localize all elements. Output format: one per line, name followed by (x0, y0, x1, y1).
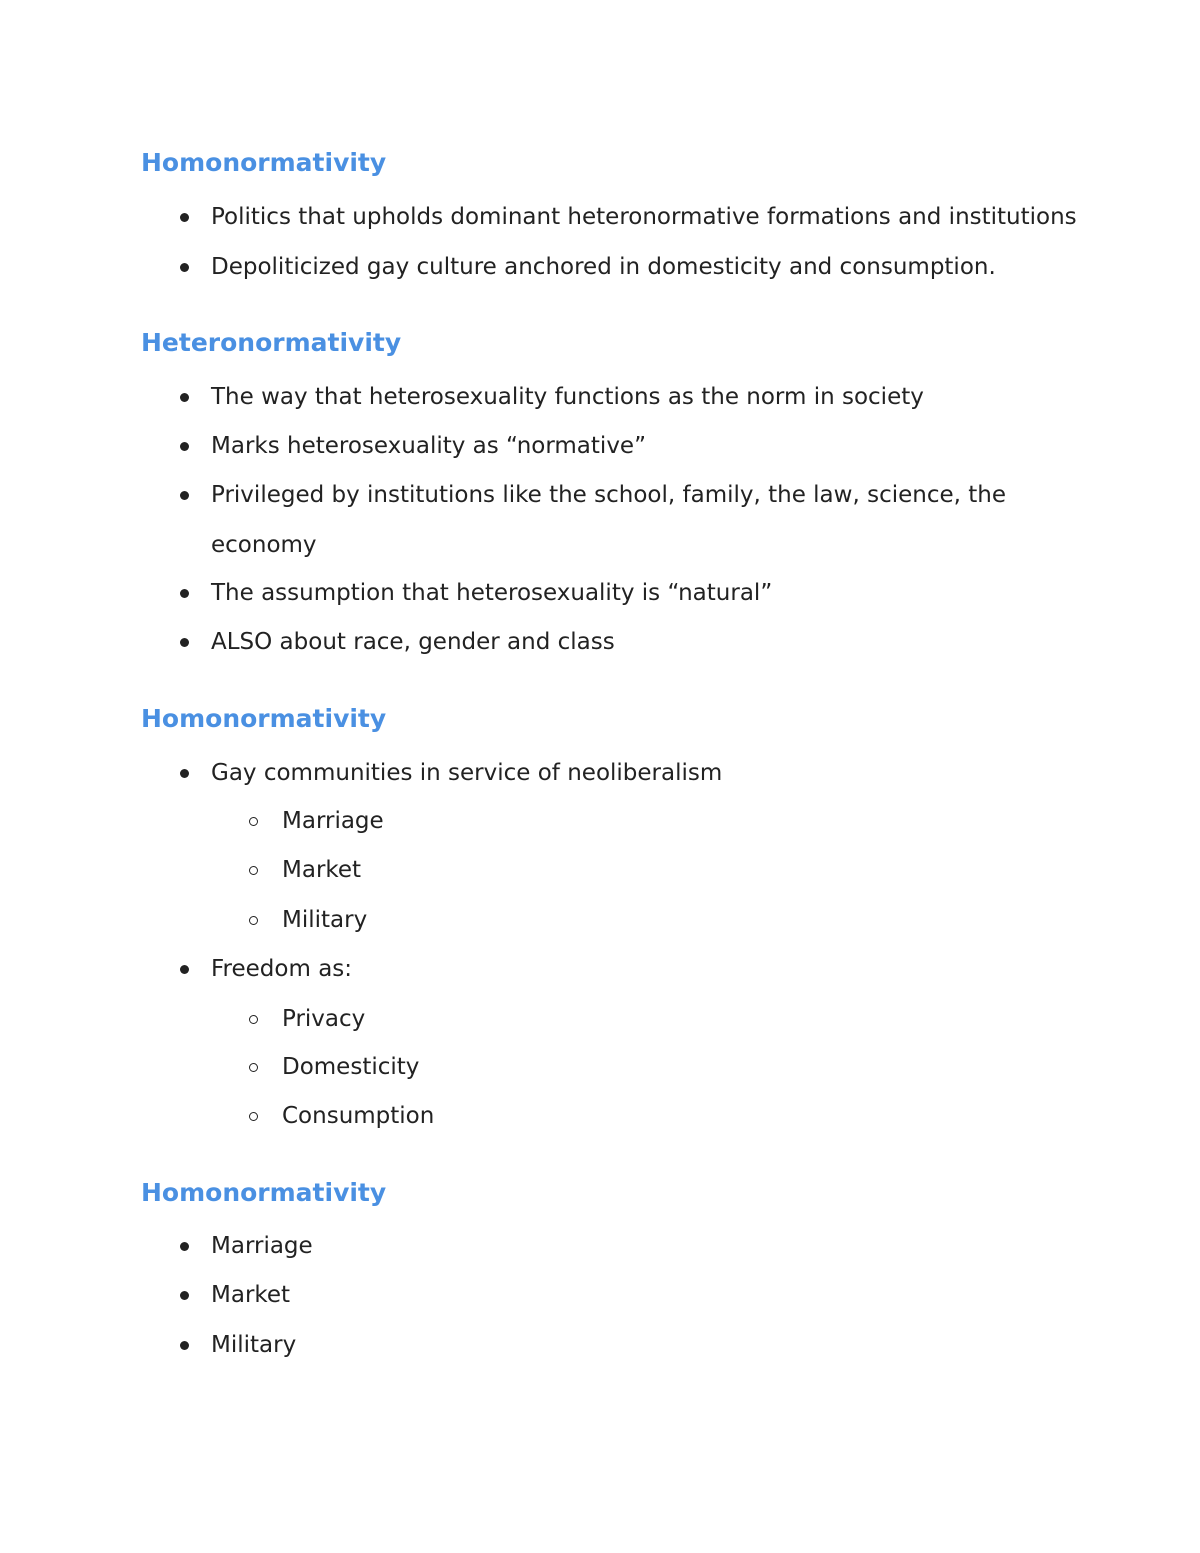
bullet-disc-icon (180, 491, 189, 500)
bullet-circle-icon (249, 866, 258, 875)
sub-list-item: Marriage (282, 808, 384, 834)
bullet-circle-icon (249, 817, 258, 826)
sub-list-item: Market (282, 857, 362, 883)
bullet-circle-icon (249, 1063, 258, 1072)
bullet-circle-icon (249, 1015, 258, 1024)
bullet-disc-icon (180, 1291, 189, 1300)
bullet-disc-icon (180, 965, 189, 974)
list-item: Market (211, 1282, 291, 1308)
bullet-disc-icon (180, 638, 189, 647)
list-item-continuation: economy (211, 532, 317, 558)
list-item: Depoliticized gay culture anchored in domesticity and consumption. (211, 254, 996, 280)
section-heading-heteronormativity: Heteronormativity (141, 328, 402, 357)
list-item: Privileged by institutions like the school, family, the law, science, the (211, 482, 1006, 508)
list-item: The way that heterosexuality functions as the norm in society (211, 384, 924, 410)
bullet-disc-icon (180, 1341, 189, 1350)
list-item: Marriage (211, 1233, 313, 1259)
bullet-disc-icon (180, 263, 189, 272)
list-item: Marks heterosexuality as “normative” (211, 433, 646, 459)
bullet-disc-icon (180, 213, 189, 222)
list-item: The assumption that heterosexuality is “natural” (211, 580, 773, 606)
section-heading-homonormativity-2: Homonormativity (141, 704, 387, 733)
section-heading-homonormativity-1: Homonormativity (141, 148, 387, 177)
sub-list-item: Domesticity (282, 1054, 420, 1080)
bullet-disc-icon (180, 589, 189, 598)
bullet-disc-icon (180, 442, 189, 451)
list-item: Freedom as: (211, 956, 353, 982)
bullet-circle-icon (249, 1112, 258, 1121)
sub-list-item: Military (282, 907, 368, 933)
bullet-disc-icon (180, 393, 189, 402)
sub-list-item: Privacy (282, 1006, 366, 1032)
bullet-disc-icon (180, 1242, 189, 1251)
sub-list-item: Consumption (282, 1103, 435, 1129)
bullet-circle-icon (249, 916, 258, 925)
list-item: Military (211, 1332, 297, 1358)
section-heading-homonormativity-3: Homonormativity (141, 1178, 387, 1207)
list-item: ALSO about race, gender and class (211, 629, 615, 655)
list-item: Gay communities in service of neoliberalism (211, 760, 723, 786)
bullet-disc-icon (180, 769, 189, 778)
list-item: Politics that upholds dominant heteronormative formations and institutions (211, 204, 1077, 230)
